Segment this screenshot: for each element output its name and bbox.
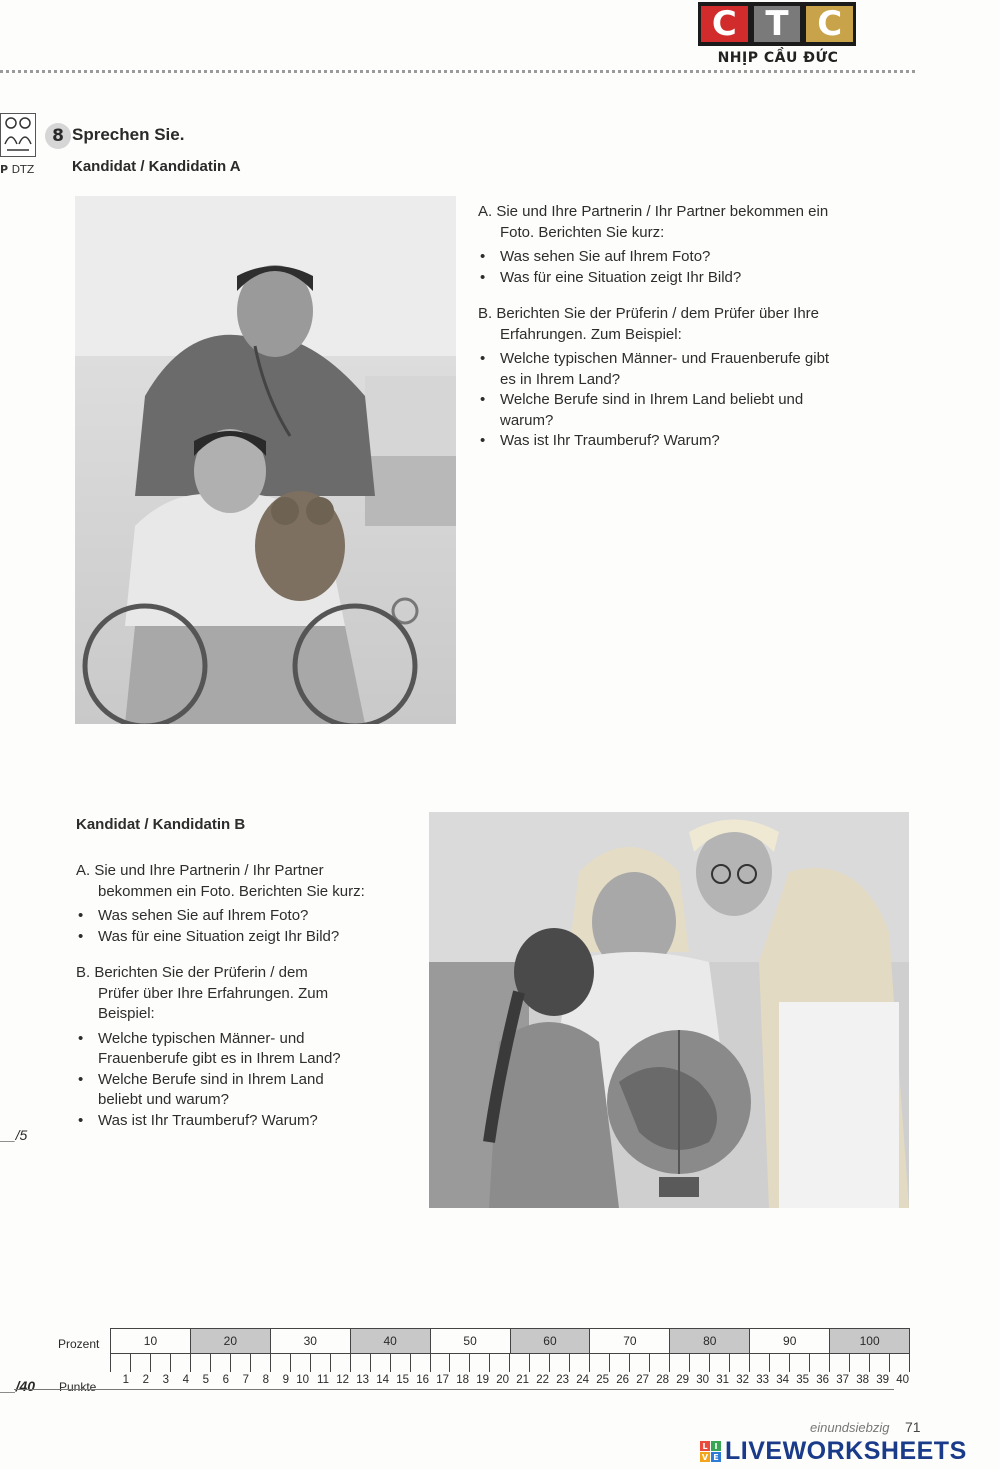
icon-letter: L [700,1441,710,1451]
liveworksheets-icon [700,1441,721,1462]
tick-mark [211,1354,231,1372]
percent-cell: 50 [431,1329,511,1353]
point-number: 29 [676,1374,689,1386]
candidate-b-instructions [76,861,426,1131]
point-number: 19 [476,1374,489,1386]
tick-mark [850,1354,870,1372]
text-line: beliebt und warum? [98,1091,229,1108]
point-number: 25 [596,1374,609,1386]
ctc-logo [698,2,856,46]
candidate-b-heading: Kandidat / Kandidatin B [76,816,246,833]
tick-mark [151,1354,171,1372]
list-item: • Was sehen Sie auf Ihrem Foto? [478,247,908,268]
percent-cell: 40 [351,1329,431,1353]
tick-mark [570,1354,590,1372]
part-a-bullets [478,247,908,288]
text-line: Frauenberufe gibt es in Ihrem Land? [98,1050,341,1067]
tick-mark [351,1354,371,1372]
tick-mark [670,1354,690,1372]
point-number: 36 [816,1374,829,1386]
exercise-title: Sprechen Sie. [72,125,185,144]
tick-mark [490,1354,510,1372]
tick-mark [890,1354,910,1372]
point-number: 39 [876,1374,889,1386]
tick-mark [391,1354,411,1372]
tick-mark [131,1354,151,1372]
point-number: 7 [242,1374,249,1386]
point-number: 33 [756,1374,769,1386]
list-item: • Was für eine Situation zeigt Ihr Bild? [76,927,426,948]
percent-scale [110,1328,910,1354]
point-number: 2 [142,1374,149,1386]
list-item [478,349,908,390]
text-line: A. Sie und Ihre Partnerin / Ihr Partner [76,862,324,879]
speaking-icon [0,113,36,157]
exercise-number: 8 [45,123,71,149]
point-number: 13 [356,1374,369,1386]
tick-mark [650,1354,670,1372]
point-number: 10 [296,1374,309,1386]
point-number: 18 [456,1374,469,1386]
photo-doctor-boy-wheelchair [75,196,456,724]
liveworksheets-brand [700,1437,967,1466]
percent-cell: 70 [590,1329,670,1353]
list-item [478,431,908,452]
tick-mark [291,1354,311,1372]
point-number: 28 [656,1374,669,1386]
tick-mark [590,1354,610,1372]
text-line: bekommen ein Foto. Berichten Sie kurz: [98,882,365,900]
point-number: 34 [776,1374,789,1386]
icon-letter: I [711,1441,721,1451]
point-number: 12 [336,1374,349,1386]
dtz-badge-text: DTZ [11,163,35,176]
tick-mark [271,1354,291,1372]
tick-mark [311,1354,331,1372]
point-number: 21 [516,1374,529,1386]
point-number: 22 [536,1374,549,1386]
point-number: 20 [496,1374,509,1386]
point-number: 16 [416,1374,429,1386]
text-line: B. Berichten Sie der Prüferin / dem Prüfer über Ihre [478,305,819,322]
percent-cell: 10 [111,1329,191,1353]
tick-mark [450,1354,470,1372]
percent-cell: 20 [191,1329,271,1353]
point-number: 6 [222,1374,229,1386]
point-number: 32 [736,1374,749,1386]
part-a-bullets [76,906,426,947]
text-line: Was ist Ihr Traumberuf? Warum? [98,1111,318,1129]
list-item [76,1070,426,1111]
punkte-label: Punkte [59,1380,97,1394]
logo-letter: C [701,6,748,42]
tick-mark [470,1354,490,1372]
part-a-prompt [478,202,908,243]
tick-mark [770,1354,790,1372]
point-number: 5 [202,1374,209,1386]
logo-letter: C [806,6,853,42]
point-number: 40 [896,1374,909,1386]
tick-mark [111,1354,131,1372]
part-a-prompt [76,861,426,902]
text-line: Erfahrungen. Zum Beispiel: [500,325,682,343]
points-underline [14,1389,894,1390]
percent-cell: 100 [830,1329,909,1353]
text-line: B. Berichten Sie der Prüferin / dem [76,964,308,981]
part-b-prompt [478,304,908,345]
tick-mark [371,1354,391,1372]
text-line: warum? [500,411,554,429]
percent-cell: 30 [271,1329,351,1353]
icon-letter: E [711,1452,721,1462]
point-number: 23 [556,1374,569,1386]
tick-mark [710,1354,730,1372]
point-number: 17 [436,1374,449,1386]
point-number: 3 [162,1374,169,1386]
icon-letter: V [701,1452,709,1462]
candidate-a-heading: Kandidat / Kandidatin A [72,158,241,175]
point-number: 1 [122,1374,129,1386]
tick-mark [510,1354,530,1372]
section-score: __/5 [0,1127,28,1143]
dtz-badge: P DTZ [0,163,35,176]
text-line: Beispiel: [98,1005,155,1022]
point-number: 8 [262,1374,269,1386]
point-number: 27 [636,1374,649,1386]
list-item: • Was für eine Situation zeigt Ihr Bild? [478,268,908,289]
list-item [76,1029,426,1070]
part-b-prompt [76,963,426,1025]
tick-mark [411,1354,431,1372]
point-number: 31 [716,1374,729,1386]
logo-letter: T [754,6,801,42]
tick-mark [171,1354,191,1372]
text-line: Foto. Berichten Sie kurz: [500,223,665,241]
page-number: 71 [905,1419,921,1435]
part-b-bullets [76,1029,426,1132]
tick-mark [830,1354,850,1372]
text-line: Welche typischen Männer- und [98,1029,305,1047]
tick-mark [690,1354,710,1372]
point-number: 35 [796,1374,809,1386]
logo-subtitle: NHỊP CẦU ĐỨC [717,50,839,66]
tick-mark [231,1354,251,1372]
page-word: einundsiebzig [810,1420,890,1435]
tick-mark [810,1354,830,1372]
tick-scale [110,1354,910,1372]
point-number: 30 [696,1374,709,1386]
percent-cell: 60 [511,1329,591,1353]
candidate-a-instructions [478,202,908,452]
tick-mark [530,1354,550,1372]
tick-mark [191,1354,211,1372]
tick-mark [550,1354,570,1372]
percent-cell: 80 [670,1329,750,1353]
photo-teacher-children-globe [429,812,909,1208]
point-number: 26 [616,1374,629,1386]
prozent-label: Prozent [58,1337,100,1351]
point-number: 38 [856,1374,869,1386]
text-line: es in Ihrem Land? [500,370,621,388]
tick-mark [730,1354,750,1372]
tick-mark [750,1354,770,1372]
point-number: 15 [396,1374,409,1386]
header-divider [0,70,915,73]
list-item [478,390,908,431]
tick-mark [790,1354,810,1372]
point-number: 4 [182,1374,189,1386]
tick-mark [630,1354,650,1372]
percent-cell: 90 [750,1329,830,1353]
list-item: • Was sehen Sie auf Ihrem Foto? [76,906,426,927]
list-item [76,1111,426,1132]
text-line: Prüfer über Ihre Erfahrungen. Zum [98,984,329,1002]
point-number: 14 [376,1374,389,1386]
tick-mark [870,1354,890,1372]
point-number: 24 [576,1374,589,1386]
text-line: A. Sie und Ihre Partnerin / Ihr Partner bekommen ein [478,203,829,220]
text-line: Welche typischen Männer- und Frauenberufe gibt [500,350,830,367]
point-number: 37 [836,1374,849,1386]
points-scale [110,1374,910,1390]
tick-mark [331,1354,351,1372]
text-line: Welche Berufe sind in Ihrem Land [98,1070,324,1088]
text-line: Welche Berufe sind in Ihrem Land beliebt und [500,391,804,408]
part-b-bullets [478,349,908,452]
total-score: __/40 [0,1378,36,1394]
brand-name: LIVEWORKSHEETS [725,1437,967,1465]
tick-mark [431,1354,451,1372]
point-number: 11 [317,1374,329,1386]
tick-mark [610,1354,630,1372]
point-number: 9 [282,1374,289,1386]
text-line: Was ist Ihr Traumberuf? Warum? [500,432,720,449]
tick-mark [251,1354,271,1372]
